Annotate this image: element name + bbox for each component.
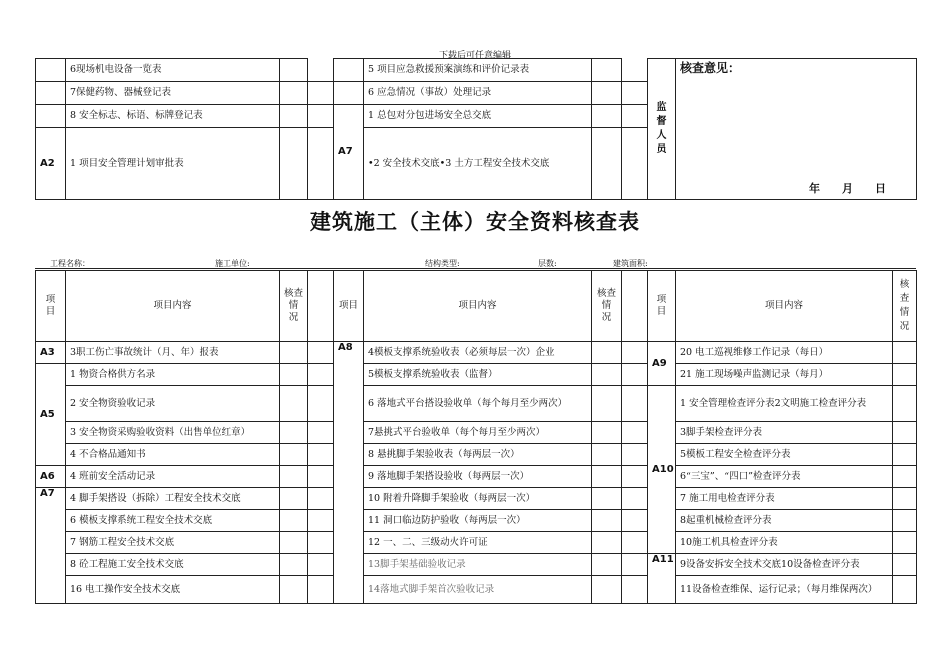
- top-mid-row-4: •2 安全技术交底•3 土方工程安全技术交底: [364, 128, 592, 200]
- row-content: 14落地式脚手架首次验收记录: [364, 576, 592, 604]
- check-cell: [893, 466, 917, 488]
- check-cell: [308, 422, 334, 444]
- row-content: 8起重机械检查评分表: [676, 510, 893, 532]
- check-cell: [280, 386, 308, 422]
- meta-project-name: 工程名称：: [50, 259, 90, 268]
- check-cell: [308, 532, 334, 554]
- top-left-code: A2: [36, 128, 66, 200]
- check-cell: [308, 510, 334, 532]
- meta-contractor: 施工单位:: [215, 259, 250, 268]
- row-content: 10施工机具检查评分表: [676, 532, 893, 554]
- row-content: 6“三宝”、“四口”检查评分表: [676, 466, 893, 488]
- row-content: 9设备安拆安全技术交底10设备检查评分表: [676, 554, 893, 576]
- row-content: 7 钢筋工程安全技术交底: [66, 532, 280, 554]
- row-content: 8 悬挑脚手架验收表（每两层一次）: [364, 444, 592, 466]
- row-content: 7悬挑式平台验收单（每个每月至少两次）: [364, 422, 592, 444]
- check-cell: [592, 510, 622, 532]
- section-code: A5: [36, 364, 66, 466]
- row-content: 16 电工操作安全技术交底: [66, 576, 280, 604]
- section-code: A6: [36, 466, 66, 488]
- check-cell: [592, 364, 622, 386]
- top-mid-code: A7: [334, 105, 364, 200]
- supervisor-label: 监 督 人 员: [648, 59, 676, 200]
- check-cell: [622, 510, 648, 532]
- header-check-3: 核 查 情 况: [893, 271, 917, 342]
- check-cell: [622, 342, 648, 364]
- watermark: 下载后可任意编辑: [438, 51, 511, 61]
- table-row: [36, 532, 917, 554]
- check-cell: [308, 364, 334, 386]
- check-cell: [592, 488, 622, 510]
- page-title: 建筑施工（主体）安全资料核查表: [310, 210, 640, 234]
- check-cell: [893, 386, 917, 422]
- check-cell: [893, 342, 917, 364]
- check-cell: [280, 510, 308, 532]
- check-cell: [280, 342, 308, 364]
- check-cell: [893, 576, 917, 604]
- table-row: [36, 342, 917, 364]
- check-cell: [622, 554, 648, 576]
- check-cell: [280, 422, 308, 444]
- check-cell: [592, 444, 622, 466]
- check-cell: [893, 364, 917, 386]
- meta-area: 建筑面积:: [613, 259, 648, 268]
- table-row: [36, 444, 917, 466]
- check-cell: [592, 532, 622, 554]
- row-content: 1 物资合格供方名录: [66, 364, 280, 386]
- check-cell: [893, 554, 917, 576]
- check-cell: [622, 466, 648, 488]
- header-item-2: 项目: [334, 271, 364, 342]
- date-label: 年 月 日: [809, 182, 886, 195]
- meta-floors: 层数:: [538, 259, 557, 268]
- check-cell: [280, 532, 308, 554]
- check-cell: [280, 444, 308, 466]
- check-cell: [893, 444, 917, 466]
- top-mid-row-1: 5 项目应急救援预案演练和评价记录表: [364, 59, 592, 82]
- header-content-1: 项目内容: [66, 271, 280, 342]
- top-left-row-1: 6现场机电设备一览表: [66, 59, 280, 82]
- check-cell: [308, 386, 334, 422]
- table-row: [36, 488, 917, 510]
- row-content: 13脚手架基础验收记录: [364, 554, 592, 576]
- check-cell: [280, 554, 308, 576]
- check-cell: [308, 342, 334, 364]
- row-content: 4 班前安全活动记录: [66, 466, 280, 488]
- check-cell: [622, 444, 648, 466]
- check-cell: [893, 510, 917, 532]
- top-left-row-4: 1 项目安全管理计划审批表: [66, 128, 280, 200]
- row-content: 11 洞口临边防护验收（每两层一次）: [364, 510, 592, 532]
- table-row: [36, 466, 917, 488]
- header-check-1: 核查 情 况: [280, 271, 308, 342]
- top-left-row-3: 8 安全标志、标语、标牌登记表: [66, 105, 280, 128]
- header-check-2: 核查 情 况: [592, 271, 622, 342]
- top-left-row-2: 7保健药物、器械登记表: [66, 82, 280, 105]
- meta-structure: 结构类型:: [425, 259, 460, 268]
- top-mid-row-3: 1 总包对分包进场安全总交底: [364, 105, 592, 128]
- check-cell: [622, 364, 648, 386]
- table-row: [36, 510, 917, 532]
- row-content: 8 砼工程施工安全技术交底: [66, 554, 280, 576]
- header-item-1: 项 目: [36, 271, 66, 342]
- table-row: [36, 386, 917, 422]
- check-cell: [308, 488, 334, 510]
- check-cell: [592, 466, 622, 488]
- check-cell: [893, 488, 917, 510]
- row-content: 1 安全管理检查评分表2文明施工检查评分表: [676, 386, 893, 422]
- row-content: 3职工伤亡事故统计（月、年）报表: [66, 342, 280, 364]
- section-code: A11: [648, 554, 676, 604]
- row-content: 3脚手架检查评分表: [676, 422, 893, 444]
- row-content: 7 施工用电检查评分表: [676, 488, 893, 510]
- check-cell: [280, 576, 308, 604]
- check-cell: [308, 444, 334, 466]
- opinion-cell: [676, 59, 917, 200]
- check-cell: [622, 488, 648, 510]
- check-cell: [622, 576, 648, 604]
- section-code: A7: [36, 488, 66, 604]
- row-content: 3 安全物资采购验收资料（出售单位红章）: [66, 422, 280, 444]
- check-cell: [592, 386, 622, 422]
- row-content: 5模板工程安全检查评分表: [676, 444, 893, 466]
- row-content: 5模板支撑系统验收表（监督）: [364, 364, 592, 386]
- check-cell: [592, 576, 622, 604]
- row-content: 2 安全物资验收记录: [66, 386, 280, 422]
- section-code: A9: [648, 342, 676, 386]
- check-cell: [280, 466, 308, 488]
- check-cell: [592, 342, 622, 364]
- row-content: 11设备检查维保、运行记录；（每月维保两次）: [676, 576, 893, 604]
- table-row: [36, 422, 917, 444]
- top-mid-row-2: 6 应急情况（事故）处理记录: [364, 82, 592, 105]
- check-cell: [308, 576, 334, 604]
- check-cell: [622, 422, 648, 444]
- row-content: 6 落地式平台搭设验收单（每个每月至少两次）: [364, 386, 592, 422]
- row-content: 4 不合格品通知书: [66, 444, 280, 466]
- check-cell: [622, 386, 648, 422]
- check-cell: [308, 466, 334, 488]
- section-code: A8: [334, 342, 364, 604]
- check-cell: [592, 554, 622, 576]
- row-content: 12 一、二、三级动火许可证: [364, 532, 592, 554]
- row-content: 4模板支撑系统验收表（必须每层一次）企业: [364, 342, 592, 364]
- top-table: [35, 58, 917, 200]
- table-row: [36, 364, 917, 386]
- row-content: 9 落地脚手架搭设验收（每两层一次）: [364, 466, 592, 488]
- row-content: 10 附着升降脚手架验收（每两层一次）: [364, 488, 592, 510]
- check-cell: [280, 488, 308, 510]
- check-cell: [622, 532, 648, 554]
- section-code: A10: [648, 386, 676, 554]
- header-content-3: 项目内容: [676, 271, 893, 342]
- opinion-label: 核查意见：: [680, 61, 741, 75]
- main-table: [35, 270, 917, 604]
- check-cell: [592, 422, 622, 444]
- check-cell: [280, 364, 308, 386]
- table-row: [36, 576, 917, 604]
- check-cell: [308, 554, 334, 576]
- row-content: 20 电工巡视维修工作记录（每日）: [676, 342, 893, 364]
- check-cell: [893, 532, 917, 554]
- header-content-2: 项目内容: [364, 271, 592, 342]
- row-content: 6 模板支撑系统工程安全技术交底: [66, 510, 280, 532]
- table-row: [36, 554, 917, 576]
- meta-underline: [35, 268, 916, 269]
- header-item-3: 项 目: [648, 271, 676, 342]
- row-content: 21 施工现场噪声监测记录（每月）: [676, 364, 893, 386]
- section-code: A3: [36, 342, 66, 364]
- row-content: 4 脚手架搭设（拆除）工程安全技术交底: [66, 488, 280, 510]
- check-cell: [893, 422, 917, 444]
